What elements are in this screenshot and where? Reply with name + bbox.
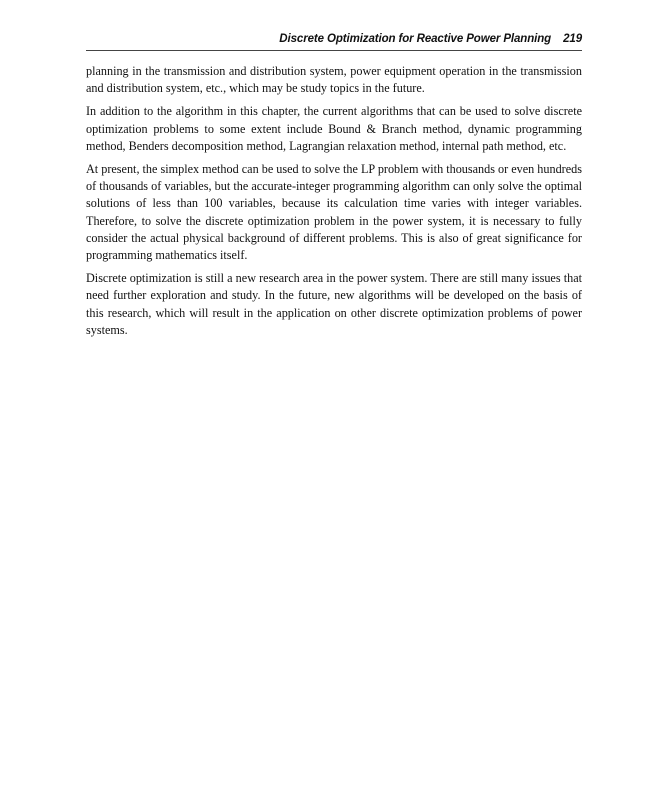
paragraph-conclusion: Discrete optimization is still a new research area in the power system. There are still many issues that need further exploration and study. In the future, new algorithms will be developed on the basis of this research, which will result in the application on other discrete optimization problems of power systems.	[86, 271, 582, 337]
paragraph-continued: planning in the transmission and distribution system, power equipment operation in the transmission and distribution system, etc., which may be study topics in the future.	[86, 64, 582, 96]
page-number: 219	[563, 33, 582, 45]
body-text	[86, 63, 582, 345]
running-title: Discrete Optimization for Reactive Power Planning	[279, 33, 552, 45]
paragraph-algorithms: In addition to the algorithm in this chapter, the current algorithms that can be used to solve discrete optimization problems to some extent include Bound & Branch method, dynamic programming method, Benders decomposition method, Lagrangian relaxation method, internal path method, etc.	[86, 104, 582, 153]
running-header	[86, 31, 582, 51]
paragraph-simplex: At present, the simplex method can be used to solve the LP problem with thousands or even hundreds of thousands of variables, but the accurate-integer programming algorithm can only solve the optimal solutions of less than 100 variables, because its calculation time varies with integer variables. Therefore, to solve the discrete optimization problem in the power system, it is necessary to fully consider the actual physical background of different problems. This is also of great significance for programming mathematics itself.	[86, 162, 582, 263]
